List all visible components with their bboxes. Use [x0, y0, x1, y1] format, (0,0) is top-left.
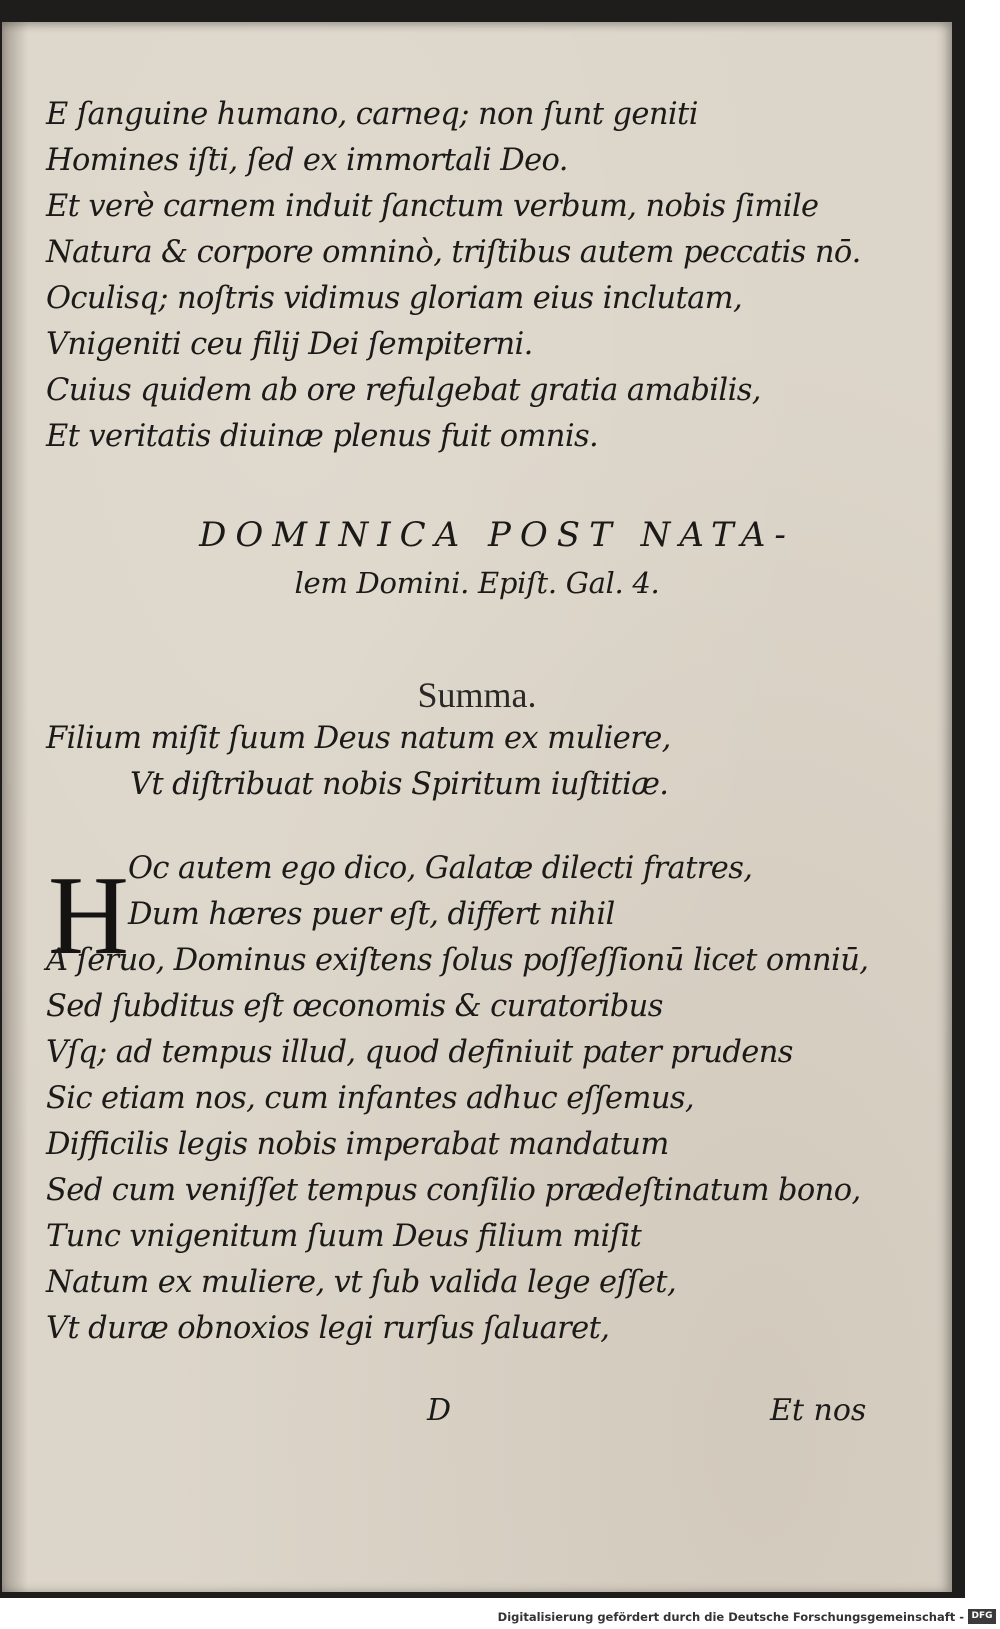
body-verse: Tunc vnigenitum ſuum Deus filium miſit — [46, 1219, 642, 1254]
book-page — [2, 22, 952, 1592]
body-verse: Vt duræ obnoxios legi rurſus ſaluaret, — [46, 1311, 610, 1346]
body-verse: Oc autem ego dico, Galatæ dilecti fratres, — [128, 851, 753, 886]
verse-line: E ſanguine humano, carneq; non ſunt geniti — [46, 97, 698, 132]
body-verse: Sed cum veniſſet tempus conſilio prædeſtinatum bono, — [46, 1173, 861, 1208]
body-verse: Sed ſubditus eſt œconomis & curatoribus — [46, 989, 663, 1024]
gutter-shadow — [2, 22, 28, 1592]
body-verse: Dum hæres puer eſt, differt nihil — [128, 897, 615, 932]
verse-line: Natura & corpore omninò, triſtibus autem peccatis nō. — [46, 235, 861, 270]
body-verse: Vſq; ad tempus illud, quod definiuit pater prudens — [46, 1035, 793, 1070]
verse-line: Oculisq; noſtris vidimus gloriam eius inclutam, — [46, 281, 743, 316]
section-subheading: lem Domini. Epiſt. Gal. 4. — [294, 566, 660, 600]
verse-line: Et verè carnem induit ſanctum verbum, nobis ſimile — [46, 189, 819, 224]
body-verse: Sic etiam nos, cum infantes adhuc eſſemus, — [46, 1081, 695, 1116]
footer-bar — [0, 1607, 1000, 1629]
verse-line: Vnigeniti ceu filij Dei ſempiterni. — [46, 327, 533, 362]
signature-mark: D — [427, 1393, 452, 1428]
summa-heading: Summa. — [417, 675, 537, 715]
body-verse: Natum ex muliere, vt ſub valida lege eſſet, — [46, 1265, 677, 1300]
summa-verse: Filium miſit ſuum Deus natum ex muliere, — [46, 721, 671, 756]
catchword: Et nos — [770, 1393, 867, 1428]
section-heading: DOMINICA POST NATA- — [199, 515, 795, 555]
body-verse: A ſeruo, Dominus exiſtens ſolus poſſeſſionū licet omniū, — [46, 943, 869, 978]
verse-line: Et veritatis diuinæ plenus fuit omnis. — [46, 419, 599, 454]
summa-verse: Vt diſtribuat nobis Spiritum iuſtitiæ. — [130, 767, 669, 802]
body-verse: Difficilis legis nobis imperabat mandatum — [46, 1127, 669, 1162]
verse-line: Homines iſti, ſed ex immortali Deo. — [46, 143, 568, 178]
verse-line: Cuius quidem ab ore refulgebat gratia amabilis, — [46, 373, 761, 408]
dfg-logo: DFG — [968, 1609, 996, 1624]
drop-cap: H — [48, 854, 129, 978]
funding-credit: Digitalisierung gefördert durch die Deutsche Forschungsgemeinschaft - — [497, 1610, 964, 1624]
